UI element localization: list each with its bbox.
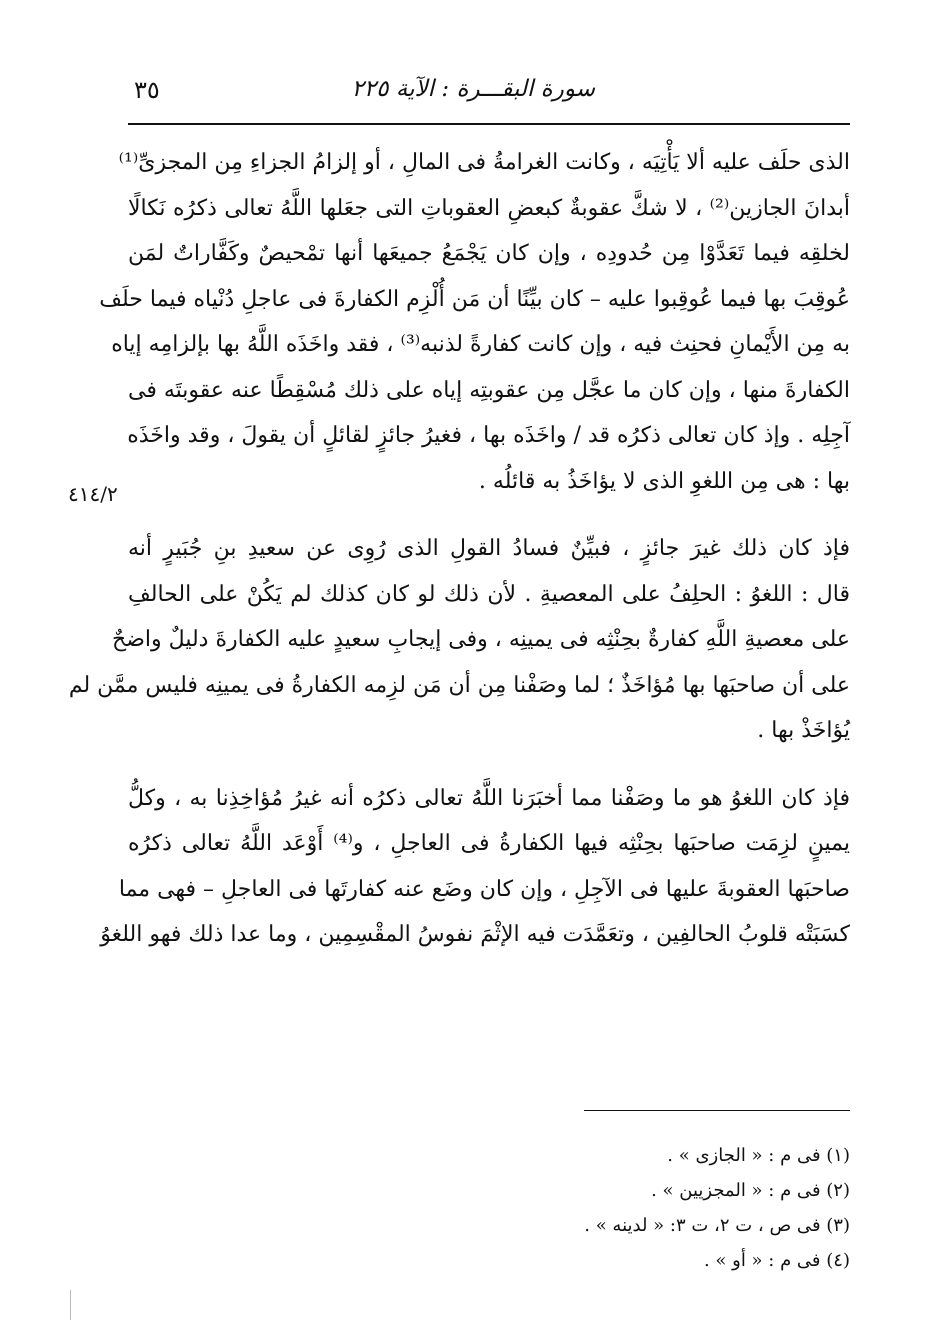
footnotes	[350, 1138, 850, 1278]
page-header	[128, 72, 850, 112]
text-line: آجِلِه . وإذ كان تعالى ذكرُه قد / واخَذَه بها ، فغيرُ جائزٍ لقائلٍ أن يقولَ ، وقد واخَذَه	[127, 423, 850, 448]
text-line: به مِن الأَيْمانِ فحنِث فيه ، وإن كانت كفارةً لذنبه⁽³⁾ ، فقد واخَذَه اللَّهُ بها بإلزامِه إياه	[111, 332, 850, 357]
text-line: الذى حلَف عليه ألا يَأْتِيَه ، وكانت الغرامةُ فى المالِ ، أو إلزامُ الجزاءِ مِن المجزىِّ⁽¹⁾	[118, 150, 850, 175]
page-number: ٣٥	[134, 76, 160, 104]
paragraph-gap	[128, 504, 850, 526]
text-line: قال : اللغوُ : الحلِفُ على المعصيةِ . لأن ذلك لو كان كذلك لم يَكُنْ على الحالفِ	[128, 581, 850, 607]
marginal-volume-page-ref: ٤١٤/٢	[68, 482, 118, 506]
text-line: صاحبَها العقوبةَ عليها فى الآجِلِ ، وإن كان وضَع عنه كفارتَها فى العاجلِ – فهى مما	[118, 876, 850, 902]
footnote-4: (٤) فى م : « أو » .	[703, 1250, 850, 1271]
footnote-1: (١) فى م : « الجازى » .	[667, 1145, 850, 1166]
text-line: فإذ كان اللغوُ هو ما وصَفْنا مما أخبَرَنا اللَّهُ تعالى ذكرُه أنه غيرُ مُؤاخِذِنا به ، وكلُّ	[128, 785, 850, 811]
text-line: على أن صاحبَها بها مُؤاخَذٌ ؛ لما وصَفْنا مِن أن مَن لزِمه الكفارةُ فى يمينِه فليس ممَّن لم	[68, 672, 850, 698]
text-line: أبدانَ الجازين⁽²⁾ ، لا شكَّ عقوبةٌ كبعضِ العقوباتِ التى جعَلها اللَّهُ تعالى ذكرُه نَكالًا	[128, 195, 850, 221]
running-title: سورة البقـــرة : الآية ٢٢٥	[351, 76, 595, 102]
text-line: عُوقِبَ بها فيما عُوقِبوا عليه – كان بيِّنًا أن مَن أُلْزِم الكفارةَ فى عاجلِ دُنْياه فيما حلَف	[99, 286, 850, 312]
text-line: لخلقِه فيما تَعَدَّوْا مِن حُدودِه ، وإن كان يَجْمَعُ جميعَها أنها تمْحيصٌ وكَفَّاراتٌ لمَن	[128, 241, 850, 266]
paragraph-gap	[128, 754, 850, 776]
text-line: كسَبَتْه قلوبُ الحالفِين ، وتعَمَّدَت فيه الإثْمَ نفوسُ المقْسِمِين ، وما عدا ذلك فهو اللغوُ	[100, 922, 850, 947]
paragraph-1	[99, 140, 850, 504]
scan-edge-mark	[70, 1290, 71, 1320]
footnote-3: (٣) فى ص ، ت ٢، ت ٣: « لدينه » .	[584, 1215, 850, 1236]
footnote-separator	[584, 1110, 850, 1111]
text-line: فإذ كان ذلك غيرَ جائزٍ ، فبيِّنٌ فسادُ القولِ الذى رُوِى عن سعيدِ بنِ جُبَيرٍ أنه	[128, 536, 850, 561]
paragraph-3	[100, 776, 850, 958]
footnote-2: (٢) فى م : « المجزيين » .	[651, 1180, 850, 1201]
text-line: يمينٍ لزِمَت صاحبَها بحِنْثِه فيها الكفارةُ فى العاجلِ ، و⁽⁴⁾ أَوْعَد اللَّهُ تعالى ذكرُه	[128, 831, 850, 856]
text-line: بها : هى مِن اللغوِ الذى لا يؤاخَذُ به قائلُه .	[478, 468, 850, 494]
text-line: الكفارةَ منها ، وإن كان ما عجَّل مِن عقوبتِه إياه على ذلك مُسْقِطًا عنه عقوبتَه فى	[128, 377, 850, 403]
header-rule	[128, 123, 850, 125]
text-line: يُؤاخَذْ بها .	[757, 718, 850, 743]
text-line: على معصيةِ اللَّهِ كفارةٌ بحِنْثِه فى يمينِه ، وفى إيجابِ سعيدٍ عليه الكفارةَ دليلٌ واضحٌ	[112, 627, 850, 652]
paragraph-2	[68, 526, 850, 754]
